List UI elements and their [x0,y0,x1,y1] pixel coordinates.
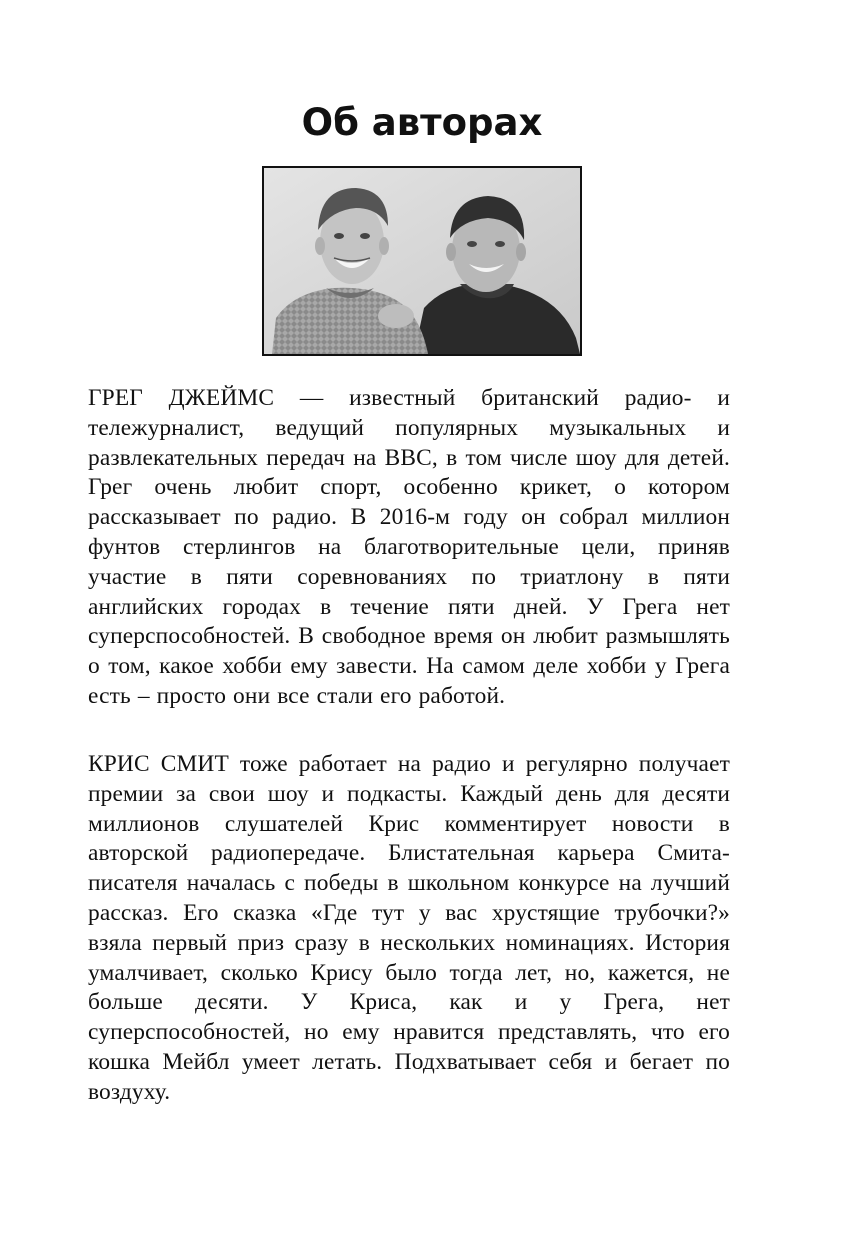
authors-photo [262,166,582,356]
author-bio-chris: КРИС СМИТ тоже работает на радио и регулярно получает премии за свои шоу и подкасты. Каждый день для десяти миллионов слушателей Крис комментирует новости в авторской радиопередаче. Блистательная карьера Смита-писателя началась с победы в школьном конкурсе на лучший рассказ. Его сказка «Где тут у вас хрустящие трубочки?» взяла первый приз сразу в нескольких номинациях. История умалчивает, сколько Крису было тогда лет, но, кажется, не больше десяти. У Криса, как и у Грега, нет суперспособностей, но ему нравится представлять, что его кошка Мейбл умеет летать. Подхватывает себя и бегает по воздуху. [88,751,730,1105]
author-bio-greg: ГРЕГ ДЖЕЙМС — известный британский радио- и тележурналист, ведущий популярных музыкальных и развлекательных передач на BBC, в том числе шоу для детей. Грег очень любит спорт, особенно крикет, о котором рассказывает по радио. В 2016-м году он собрал миллион фунтов стерлингов на благотворительные цели, приняв участие в пяти соревнованиях по триатлону в пяти английских городах в течение пяти дней. У Грега нет суперспособностей. В свободное время он любит размышлять о том, какое хобби ему завести. На самом деле хобби у Грега есть – просто они все стали его работой. [88,385,730,709]
authors-photo-image [264,168,580,354]
page-title: Об авторах [301,101,543,144]
